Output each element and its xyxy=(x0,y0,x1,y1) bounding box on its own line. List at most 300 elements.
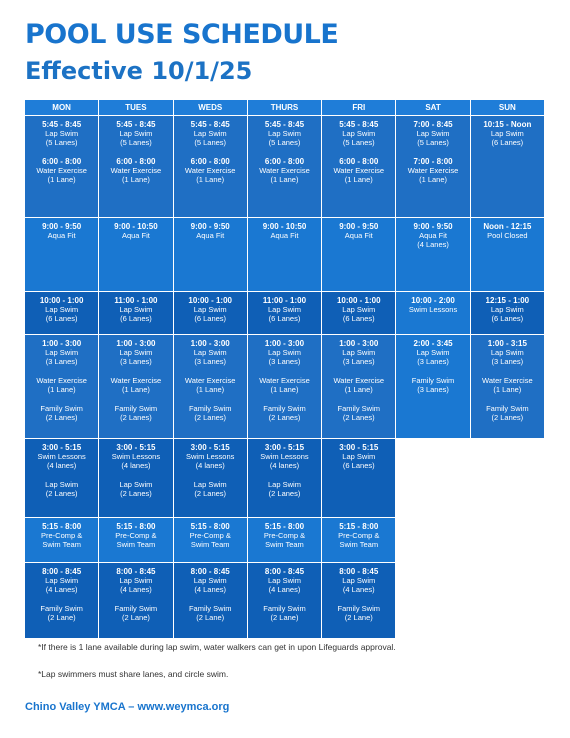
entry-activity: Pre-Comp & xyxy=(115,531,157,540)
entry-activity: Family Swim xyxy=(114,404,158,413)
entry-lanes: Swim Team xyxy=(265,540,304,549)
entry-time: 10:00 - 2:00 xyxy=(411,296,455,305)
entry-time: 5:15 - 8:00 xyxy=(116,522,156,531)
entry-activity: Water Exercise xyxy=(36,376,87,385)
entry-time: 10:15 - Noon xyxy=(483,120,532,129)
schedule-table xyxy=(24,99,545,639)
schedule-cell-sat xyxy=(396,292,470,335)
entry-time: 5:45 - 8:45 xyxy=(42,120,82,129)
entry-lanes: (3 Lanes) xyxy=(120,357,152,366)
entry-lanes: (4 lanes) xyxy=(269,461,300,470)
entry-activity: Pool Closed xyxy=(487,231,528,240)
footer-ymca: Chino Valley YMCA – www.weymca.org xyxy=(25,701,230,713)
schedule-row xyxy=(25,218,545,292)
entry-activity: Water Exercise xyxy=(110,166,162,175)
schedule-cell-fri xyxy=(322,116,396,218)
entry-lanes: (1 Lane) xyxy=(270,175,299,184)
entry-time: 7:00 - 8:00 xyxy=(413,157,453,166)
schedule-cell-thurs xyxy=(247,335,321,439)
entry-lanes: (6 Lanes) xyxy=(45,314,78,323)
schedule-cell-mon xyxy=(25,116,99,218)
entry-lanes: (1 Lane) xyxy=(344,175,373,184)
entry-time: 3:00 - 5:15 xyxy=(190,443,230,452)
schedule-entry xyxy=(323,296,394,323)
entry-lanes: (6 Lanes) xyxy=(120,314,152,323)
schedule-entry xyxy=(26,522,97,549)
entry-activity: Lap Swim xyxy=(268,480,301,489)
schedule-entry xyxy=(175,296,246,323)
entry-lanes: (2 Lane) xyxy=(47,613,76,622)
entry-lanes: (3 Lanes) xyxy=(268,357,301,366)
entry-time: 3:00 - 5:15 xyxy=(264,443,305,452)
schedule-entry xyxy=(323,339,394,366)
day-header-row xyxy=(25,100,545,116)
schedule-cell-weds xyxy=(173,116,247,218)
schedule-cell-weds xyxy=(173,292,247,335)
entry-activity: Swim Lessons xyxy=(111,452,161,461)
entry-time: 6:00 - 8:00 xyxy=(190,157,230,166)
entry-lanes: (6 Lanes) xyxy=(194,314,227,323)
entry-activity: Lap Swim xyxy=(342,348,376,357)
entry-lanes: (5 Lanes) xyxy=(194,138,227,147)
entry-lanes: Swim Team xyxy=(42,540,81,549)
entry-activity: Lap Swim xyxy=(193,348,227,357)
schedule-entry xyxy=(175,376,246,394)
entry-activity: Water Exercise xyxy=(36,166,87,175)
schedule-cell-tues xyxy=(99,292,173,335)
entry-lanes: (5 Lanes) xyxy=(342,138,375,147)
day-header-weds: WEDS xyxy=(173,100,247,116)
entry-activity: Lap Swim xyxy=(193,129,227,138)
schedule-cell-tues xyxy=(99,335,173,439)
schedule-cell-mon xyxy=(25,439,99,518)
entry-activity: Water Exercise xyxy=(184,376,236,385)
schedule-entry xyxy=(472,339,543,366)
schedule-entry xyxy=(26,404,97,422)
effective-date: Effective 10/1/25 xyxy=(25,57,253,85)
entry-lanes: (4 Lanes) xyxy=(268,585,301,594)
entry-activity: Family Swim xyxy=(188,604,232,613)
entry-activity: Aqua Fit xyxy=(121,231,150,240)
entry-activity: Water Exercise xyxy=(407,166,459,175)
entry-time: 12:15 - 1:00 xyxy=(485,296,530,305)
entry-lanes: (6 Lanes) xyxy=(491,314,524,323)
schedule-cell-thurs xyxy=(247,218,321,292)
schedule-entry xyxy=(175,567,246,594)
schedule-cell-mon xyxy=(25,292,99,335)
entry-lanes: (4 Lanes) xyxy=(417,240,449,249)
schedule-cell-thurs xyxy=(247,439,321,518)
entry-activity: Lap Swim xyxy=(490,348,524,357)
schedule-entry xyxy=(249,604,320,622)
schedule-entry xyxy=(472,222,543,240)
entry-lanes: (2 Lanes) xyxy=(491,413,524,422)
page-title: POOL USE SCHEDULE xyxy=(25,19,339,50)
schedule-cell-mon xyxy=(25,518,99,563)
day-header-sun: SUN xyxy=(470,100,544,116)
schedule-cell-tues xyxy=(99,218,173,292)
schedule-entry xyxy=(323,157,394,184)
schedule-entry xyxy=(323,443,394,470)
schedule-entry xyxy=(26,443,97,470)
entry-lanes: (3 Lanes) xyxy=(417,357,449,366)
schedule-cell-fri xyxy=(322,218,396,292)
schedule-cell-tues xyxy=(99,518,173,563)
entry-activity: Family Swim xyxy=(337,404,381,413)
schedule-cell-sat xyxy=(396,116,470,218)
schedule-cell-mon xyxy=(25,218,99,292)
entry-activity: Aqua Fit xyxy=(196,231,225,240)
day-header-fri: FRI xyxy=(322,100,396,116)
entry-time: 8:00 - 8:45 xyxy=(42,567,82,576)
entry-activity: Aqua Fit xyxy=(47,231,76,240)
entry-time: 1:00 - 3:00 xyxy=(42,339,82,348)
entry-lanes: (2 Lane) xyxy=(344,613,373,622)
schedule-entry xyxy=(100,404,171,422)
schedule-row xyxy=(25,439,545,518)
empty-cell xyxy=(470,518,544,563)
entry-time: 9:00 - 9:50 xyxy=(190,222,230,231)
schedule-row xyxy=(25,116,545,218)
schedule-entry xyxy=(397,120,468,147)
entry-time: 3:00 - 5:15 xyxy=(42,443,82,452)
entry-lanes: (2 Lanes) xyxy=(268,413,301,422)
entry-activity: Lap Swim xyxy=(119,305,153,314)
entry-lanes: (1 Lane) xyxy=(121,175,150,184)
entry-time: 9:00 - 10:50 xyxy=(114,222,158,231)
day-header-tues: TUES xyxy=(99,100,173,116)
schedule-cell-sat xyxy=(396,335,470,439)
entry-activity: Aqua Fit xyxy=(344,231,373,240)
schedule-entry xyxy=(100,376,171,394)
footnote-share-lanes: *Lap swimmers must share lanes, and circle swim. xyxy=(38,669,229,679)
schedule-entry xyxy=(26,157,97,184)
entry-lanes: (1 Lane) xyxy=(419,175,448,184)
entry-lanes: (2 Lanes) xyxy=(120,489,152,498)
entry-activity: Water Exercise xyxy=(259,166,310,175)
entry-activity: Lap Swim xyxy=(268,576,301,585)
schedule-entry xyxy=(249,376,320,394)
schedule-entry xyxy=(323,222,394,240)
entry-lanes: (3 Lanes) xyxy=(417,385,449,394)
schedule-cell-thurs xyxy=(247,518,321,563)
schedule-entry xyxy=(249,296,320,323)
entry-lanes: (5 Lanes) xyxy=(268,138,301,147)
entry-time: 9:00 - 10:50 xyxy=(262,222,307,231)
day-header-sat: SAT xyxy=(396,100,470,116)
entry-time: 8:00 - 8:45 xyxy=(264,567,305,576)
entry-activity: Water Exercise xyxy=(110,376,162,385)
entry-activity: Lap Swim xyxy=(45,480,79,489)
schedule-entry xyxy=(397,339,468,366)
schedule-entry xyxy=(249,222,320,240)
schedule-entry xyxy=(323,376,394,394)
empty-cell xyxy=(470,439,544,518)
schedule-row xyxy=(25,335,545,439)
entry-activity: Lap Swim xyxy=(268,305,301,314)
schedule-entry xyxy=(472,376,543,394)
entry-activity: Swim Lessons xyxy=(186,452,235,461)
schedule-cell-tues xyxy=(99,439,173,518)
entry-time: 1:00 - 3:00 xyxy=(264,339,305,348)
schedule-entry xyxy=(100,339,171,366)
entry-time: 3:00 - 5:15 xyxy=(339,443,379,452)
entry-time: 1:00 - 3:15 xyxy=(487,339,527,348)
schedule-cell-fri xyxy=(322,518,396,563)
schedule-entry xyxy=(175,120,246,147)
entry-activity: Water Exercise xyxy=(482,376,533,385)
entry-activity: Lap Swim xyxy=(119,480,153,489)
schedule-entry xyxy=(100,522,171,549)
entry-lanes: (1 Lane) xyxy=(493,385,522,394)
schedule-cell-weds xyxy=(173,518,247,563)
entry-time: 5:15 - 8:00 xyxy=(264,522,305,531)
schedule-cell-weds xyxy=(173,439,247,518)
entry-time: Noon - 12:15 xyxy=(483,222,532,231)
schedule-entry xyxy=(249,339,320,366)
entry-activity: Family Swim xyxy=(40,604,83,613)
entry-lanes: (2 Lanes) xyxy=(45,489,78,498)
schedule-cell-mon xyxy=(25,563,99,639)
entry-activity: Swim Lessons xyxy=(408,305,458,314)
entry-time: 6:00 - 8:00 xyxy=(264,157,305,166)
entry-activity: Family Swim xyxy=(337,604,381,613)
entry-time: 8:00 - 8:45 xyxy=(190,567,230,576)
schedule-entry xyxy=(175,480,246,498)
schedule-row xyxy=(25,563,545,639)
entry-activity: Lap Swim xyxy=(193,480,227,489)
schedule-entry xyxy=(472,296,543,323)
schedule-cell-sat xyxy=(396,218,470,292)
entry-lanes: (2 Lanes) xyxy=(194,413,227,422)
schedule-entry xyxy=(175,604,246,622)
schedule-entry xyxy=(323,120,394,147)
schedule-entry xyxy=(472,404,543,422)
empty-cell xyxy=(396,439,470,518)
entry-activity: Pre-Comp & xyxy=(263,531,306,540)
schedule-entry xyxy=(100,443,171,470)
entry-activity: Lap Swim xyxy=(119,129,153,138)
entry-activity: Lap Swim xyxy=(268,348,301,357)
schedule-cell-fri xyxy=(322,439,396,518)
entry-time: 5:15 - 8:00 xyxy=(190,522,230,531)
schedule-entry xyxy=(249,443,320,470)
schedule-entry xyxy=(397,157,468,184)
entry-activity: Lap Swim xyxy=(416,348,450,357)
entry-lanes: (3 Lanes) xyxy=(491,357,524,366)
schedule-entry xyxy=(100,222,171,240)
entry-time: 6:00 - 8:00 xyxy=(339,157,379,166)
entry-lanes: (2 Lanes) xyxy=(194,489,227,498)
entry-lanes: (4 Lanes) xyxy=(45,585,78,594)
day-header-mon: MON xyxy=(25,100,99,116)
schedule-entry xyxy=(175,339,246,366)
entry-time: 1:00 - 3:00 xyxy=(116,339,156,348)
entry-lanes: Swim Team xyxy=(116,540,156,549)
entry-lanes: (1 Lane) xyxy=(47,385,76,394)
entry-activity: Pre-Comp & xyxy=(338,531,380,540)
schedule-entry xyxy=(472,120,543,147)
entry-time: 9:00 - 9:50 xyxy=(42,222,82,231)
schedule-entry xyxy=(26,339,97,366)
entry-lanes: (3 Lanes) xyxy=(194,357,227,366)
schedule-entry xyxy=(100,567,171,594)
entry-time: 5:15 - 8:00 xyxy=(339,522,379,531)
entry-lanes: (2 Lane) xyxy=(196,613,225,622)
entry-activity: Lap Swim xyxy=(193,305,227,314)
entry-activity: Lap Swim xyxy=(45,348,79,357)
schedule-cell-fri xyxy=(322,292,396,335)
schedule-cell-sun xyxy=(470,335,544,439)
entry-activity: Lap Swim xyxy=(45,305,79,314)
entry-time: 11:00 - 1:00 xyxy=(114,296,158,305)
entry-activity: Lap Swim xyxy=(45,129,79,138)
entry-activity: Lap Swim xyxy=(342,129,376,138)
schedule-entry xyxy=(26,296,97,323)
entry-activity: Lap Swim xyxy=(490,129,524,138)
schedule-entry xyxy=(249,120,320,147)
entry-lanes: (6 Lanes) xyxy=(268,314,301,323)
entry-activity: Family Swim xyxy=(263,604,306,613)
schedule-entry xyxy=(249,157,320,184)
schedule-entry xyxy=(323,522,394,549)
schedule-cell-weds xyxy=(173,563,247,639)
entry-lanes: (5 Lanes) xyxy=(45,138,78,147)
entry-lanes: (4 Lanes) xyxy=(120,585,152,594)
entry-time: 10:00 - 1:00 xyxy=(336,296,381,305)
entry-lanes: (6 Lanes) xyxy=(342,314,375,323)
entry-lanes: (2 Lanes) xyxy=(45,413,78,422)
entry-lanes: (4 Lanes) xyxy=(342,585,375,594)
schedule-entry xyxy=(26,604,97,622)
entry-activity: Lap Swim xyxy=(342,576,376,585)
schedule-entry xyxy=(100,157,171,184)
entry-time: 6:00 - 8:00 xyxy=(42,157,82,166)
entry-activity: Lap Swim xyxy=(416,129,450,138)
entry-activity: Family Swim xyxy=(188,404,232,413)
entry-time: 7:00 - 8:45 xyxy=(413,120,453,129)
entry-time: 8:00 - 8:45 xyxy=(339,567,379,576)
entry-activity: Family Swim xyxy=(40,404,83,413)
empty-cell xyxy=(396,563,470,639)
schedule-entry xyxy=(175,222,246,240)
entry-activity: Water Exercise xyxy=(259,376,310,385)
entry-lanes: (1 Lane) xyxy=(344,385,373,394)
entry-lanes: (5 Lanes) xyxy=(120,138,152,147)
entry-activity: Lap Swim xyxy=(193,576,227,585)
schedule-entry xyxy=(397,376,468,394)
entry-time: 11:00 - 1:00 xyxy=(262,296,307,305)
entry-lanes: (1 Lane) xyxy=(47,175,76,184)
entry-activity: Lap Swim xyxy=(119,576,153,585)
entry-activity: Lap Swim xyxy=(490,305,524,314)
entry-lanes: Swim Team xyxy=(190,540,230,549)
entry-activity: Water Exercise xyxy=(333,166,385,175)
entry-time: 8:00 - 8:45 xyxy=(116,567,156,576)
entry-lanes: (6 Lanes) xyxy=(342,461,375,470)
schedule-cell-tues xyxy=(99,116,173,218)
schedule-entry xyxy=(397,222,468,249)
entry-lanes: (1 Lane) xyxy=(121,385,150,394)
schedule-entry xyxy=(175,522,246,549)
entry-activity: Aqua Fit xyxy=(270,231,299,240)
schedule-row xyxy=(25,292,545,335)
schedule-entry xyxy=(323,567,394,594)
entry-time: 5:45 - 8:45 xyxy=(339,120,379,129)
schedule-cell-tues xyxy=(99,563,173,639)
schedule-cell-sun xyxy=(470,292,544,335)
entry-activity: Lap Swim xyxy=(342,452,376,461)
entry-time: 9:00 - 9:50 xyxy=(339,222,379,231)
footnote-lifeguard: *If there is 1 lane available during lap swim, water walkers can get in upon Lifeguards approval. xyxy=(38,642,396,652)
schedule-entry xyxy=(100,120,171,147)
entry-lanes: (4 Lanes) xyxy=(194,585,227,594)
schedule-cell-fri xyxy=(322,563,396,639)
entry-time: 1:00 - 3:00 xyxy=(190,339,230,348)
entry-time: 9:00 - 9:50 xyxy=(413,222,453,231)
schedule-entry xyxy=(323,604,394,622)
entry-activity: Aqua Fit xyxy=(419,231,448,240)
entry-activity: Pre-Comp & xyxy=(41,531,83,540)
entry-lanes: (4 lanes) xyxy=(47,461,77,470)
schedule-entry xyxy=(397,296,468,314)
schedule-entry xyxy=(26,120,97,147)
schedule-cell-thurs xyxy=(247,563,321,639)
schedule-entry xyxy=(26,567,97,594)
entry-lanes: (5 Lanes) xyxy=(417,138,449,147)
entry-time: 10:00 - 1:00 xyxy=(188,296,232,305)
entry-lanes: (1 Lane) xyxy=(196,175,225,184)
entry-activity: Swim Lessons xyxy=(37,452,86,461)
entry-activity: Swim Lessons xyxy=(260,452,309,461)
schedule-entry xyxy=(249,480,320,498)
entry-time: 5:45 - 8:45 xyxy=(116,120,156,129)
entry-lanes: (3 Lanes) xyxy=(342,357,375,366)
entry-lanes: (2 Lane) xyxy=(270,613,299,622)
entry-time: 5:45 - 8:45 xyxy=(190,120,230,129)
schedule-entry xyxy=(26,480,97,498)
entry-lanes: (1 Lane) xyxy=(270,385,299,394)
entry-time: 5:15 - 8:00 xyxy=(42,522,82,531)
entry-time: 2:00 - 3:45 xyxy=(413,339,453,348)
entry-time: 1:00 - 3:00 xyxy=(339,339,379,348)
schedule-cell-thurs xyxy=(247,116,321,218)
entry-lanes: (6 Lanes) xyxy=(491,138,524,147)
schedule-entry xyxy=(100,480,171,498)
entry-activity: Family Swim xyxy=(263,404,306,413)
entry-lanes: (2 Lane) xyxy=(121,613,150,622)
schedule-entry xyxy=(100,604,171,622)
schedule-entry xyxy=(249,567,320,594)
entry-activity: Lap Swim xyxy=(268,129,301,138)
entry-lanes: (1 Lane) xyxy=(196,385,225,394)
entry-time: 10:00 - 1:00 xyxy=(39,296,84,305)
schedule-cell-weds xyxy=(173,218,247,292)
entry-activity: Water Exercise xyxy=(333,376,385,385)
entry-activity: Lap Swim xyxy=(45,576,79,585)
schedule-cell-thurs xyxy=(247,292,321,335)
schedule-entry xyxy=(249,404,320,422)
entry-lanes: (4 lanes) xyxy=(121,461,151,470)
entry-lanes: (4 lanes) xyxy=(195,461,225,470)
entry-time: 5:45 - 8:45 xyxy=(264,120,305,129)
schedule-row xyxy=(25,518,545,563)
schedule-cell-fri xyxy=(322,335,396,439)
entry-activity: Family Swim xyxy=(486,404,529,413)
schedule-entry xyxy=(249,522,320,549)
schedule-entry xyxy=(26,376,97,394)
schedule-entry xyxy=(100,296,171,323)
